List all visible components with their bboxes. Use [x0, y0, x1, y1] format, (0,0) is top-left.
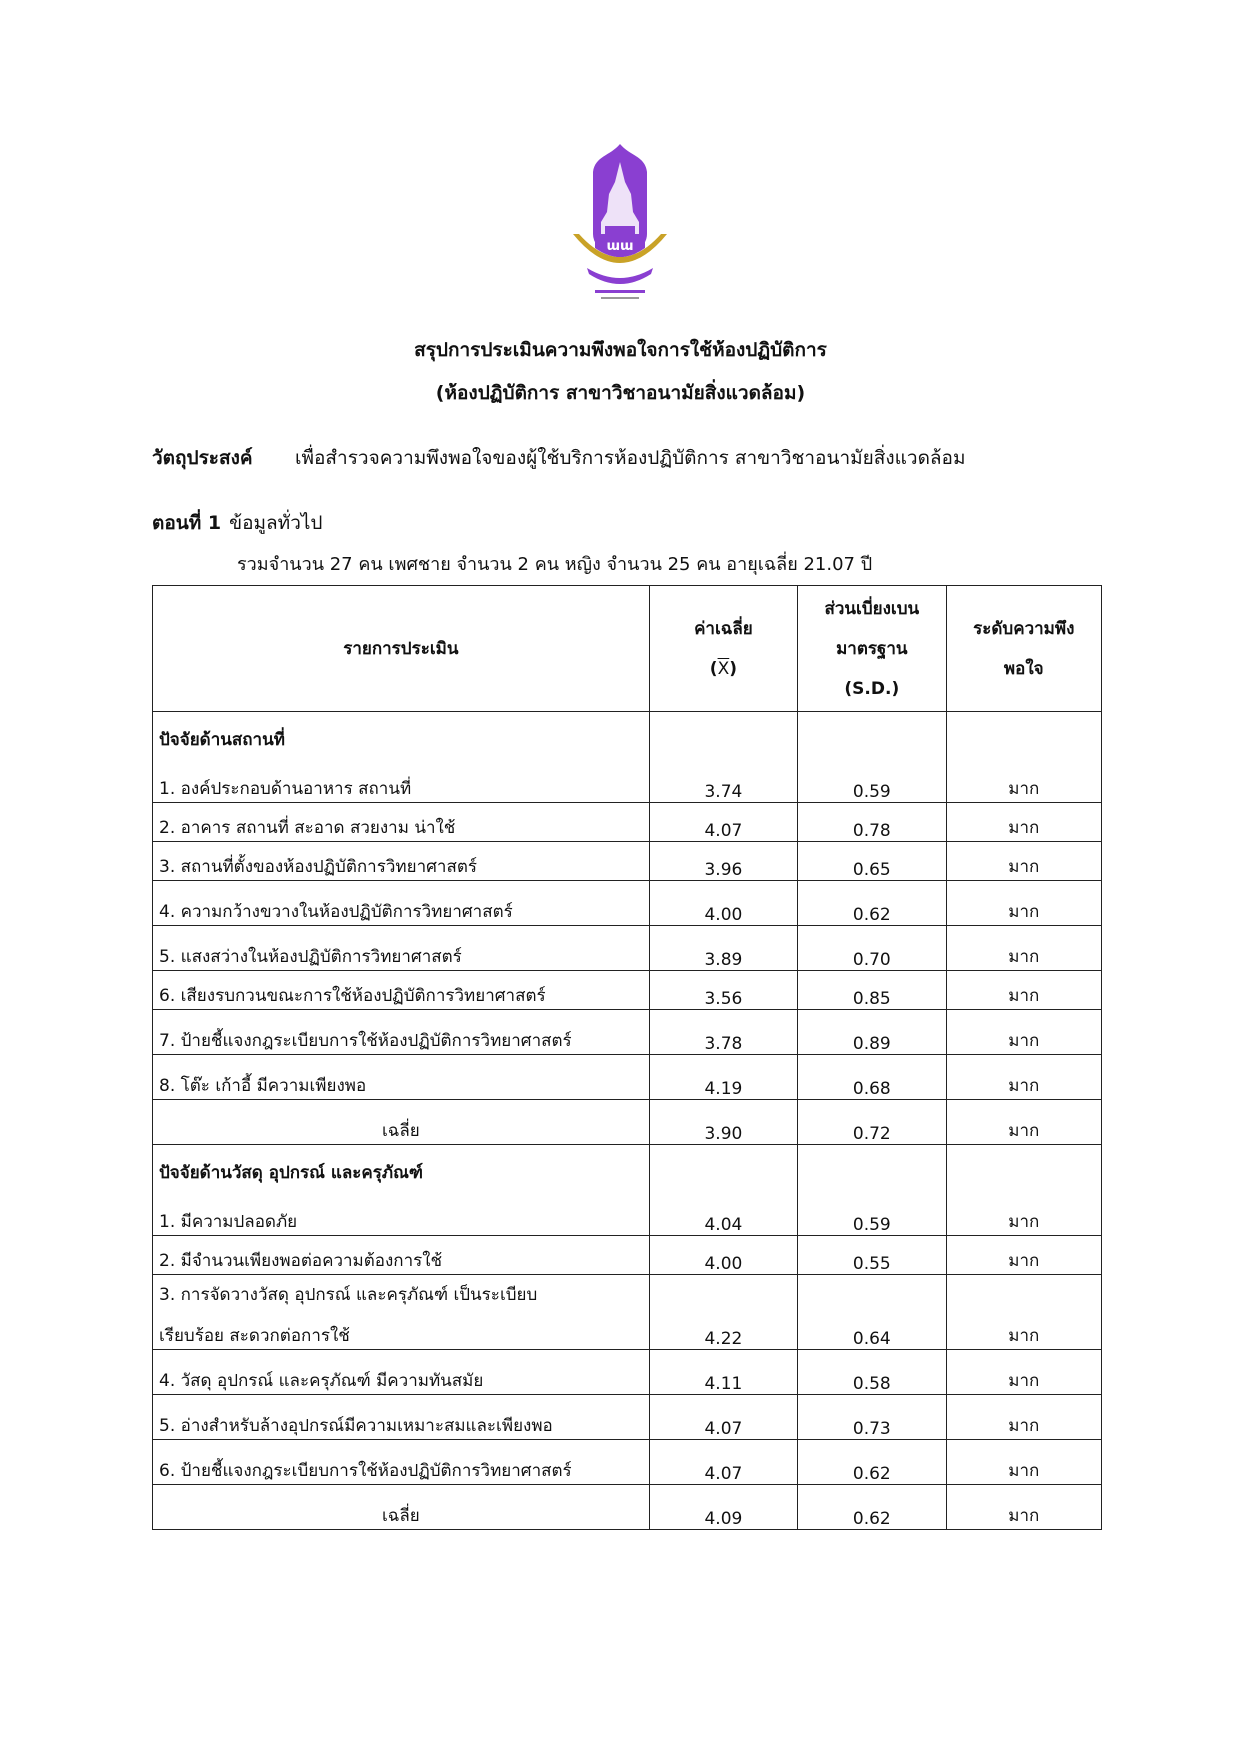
- row-mean: 4.04: [649, 1145, 797, 1236]
- row-level: มาก: [946, 1395, 1101, 1440]
- row-item: 6. ป้ายชี้แจงกฎระเบียบการใช้ห้องปฏิบัติการวิทยาศาสตร์: [153, 1440, 650, 1485]
- header-sd-line2: มาตรฐาน: [836, 638, 908, 659]
- row-level: มาก: [946, 881, 1101, 926]
- row-item-line2: เรียบร้อย สะดวกต่อการใช้: [159, 1326, 350, 1346]
- university-logo: [565, 142, 675, 312]
- row-item-line1: 3. การจัดวางวัสดุ อุปกรณ์ และครุภัณฑ์ เป็นระเบียบ: [159, 1285, 538, 1305]
- row-mean: 3.90: [649, 1100, 797, 1145]
- row-mean: 4.07: [649, 1440, 797, 1485]
- row-level: มาก: [946, 803, 1101, 842]
- row-mean: 3.56: [649, 971, 797, 1010]
- table-row: [153, 803, 1102, 842]
- row-item: 3. สถานที่ตั้งของห้องปฏิบัติการวิทยาศาสตร์: [153, 842, 650, 881]
- row-item: 2. อาคาร สถานที่ สะอาด สวยงาม น่าใช้: [153, 803, 650, 842]
- row-mean: 3.96: [649, 842, 797, 881]
- row-item: [153, 1275, 650, 1350]
- row-mean: 4.09: [649, 1485, 797, 1530]
- row-level: มาก: [946, 1100, 1101, 1145]
- row-level: มาก: [946, 842, 1101, 881]
- evaluation-table: [152, 585, 1102, 1530]
- section-title: ปัจจัยด้านวัสดุ อุปกรณ์ และครุภัณฑ์: [159, 1163, 423, 1183]
- row-sd: 0.78: [798, 803, 946, 842]
- table-row: [153, 971, 1102, 1010]
- row-level: มาก: [946, 926, 1101, 971]
- row-item: เฉลี่ย: [153, 1485, 650, 1530]
- table-row: [153, 842, 1102, 881]
- header-sd: [798, 586, 946, 712]
- row-mean: 4.07: [649, 803, 797, 842]
- row-mean: 4.07: [649, 1395, 797, 1440]
- row-item: 2. มีจำนวนเพียงพอต่อความต้องการใช้: [153, 1236, 650, 1275]
- part-text: ข้อมูลทั่วไป: [229, 512, 323, 534]
- row-level: มาก: [946, 1350, 1101, 1395]
- row-item: เฉลี่ย: [153, 1100, 650, 1145]
- row-level: มาก: [946, 1010, 1101, 1055]
- header-level-line1: ระดับความพึง: [973, 618, 1075, 639]
- row-level: มาก: [946, 1275, 1101, 1350]
- part-label: ตอนที่ 1: [152, 512, 222, 534]
- table-row: [153, 1236, 1102, 1275]
- row-mean: 3.89: [649, 926, 797, 971]
- table-row-average: [153, 1100, 1102, 1145]
- row-sd: 0.58: [798, 1350, 946, 1395]
- page-title: สรุปการประเมินความพึงพอใจการใช้ห้องปฏิบัติการ: [414, 339, 827, 361]
- row-level: มาก: [946, 712, 1101, 803]
- respondent-summary: รวมจำนวน 27 คน เพศชาย จำนวน 2 คน หญิง จำนวน 25 คน อายุเฉลี่ย 21.07 ปี: [237, 554, 873, 575]
- table-row: [153, 881, 1102, 926]
- row-sd: 0.85: [798, 971, 946, 1010]
- row-item: 6. เสียงรบกวนขณะการใช้ห้องปฏิบัติการวิทยาศาสตร์: [153, 971, 650, 1010]
- header-level: [946, 586, 1101, 712]
- row-item: [153, 1145, 650, 1236]
- objective-text: เพื่อสำรวจความพึงพอใจของผู้ใช้บริการห้องปฏิบัติการ สาขาวิชาอนามัยสิ่งแวดล้อม: [295, 447, 966, 469]
- row-sd: 0.73: [798, 1395, 946, 1440]
- row-sd: 0.72: [798, 1100, 946, 1145]
- row-level: มาก: [946, 1145, 1101, 1236]
- table-row: [153, 1010, 1102, 1055]
- row-mean: 3.78: [649, 1010, 797, 1055]
- row-level: มาก: [946, 971, 1101, 1010]
- row-sd: 0.65: [798, 842, 946, 881]
- table-row: [153, 1275, 1102, 1350]
- header-sd-line1: ส่วนเบี่ยงเบน: [824, 598, 920, 619]
- row-mean: 4.00: [649, 1236, 797, 1275]
- row-item: 5. แสงสว่างในห้องปฏิบัติการวิทยาศาสตร์: [153, 926, 650, 971]
- page-subtitle: (ห้องปฏิบัติการ สาขาวิชาอนามัยสิ่งแวดล้อม): [435, 382, 806, 404]
- row-sd: 0.68: [798, 1055, 946, 1100]
- row-sd: 0.70: [798, 926, 946, 971]
- section-title: ปัจจัยด้านสถานที่: [159, 730, 285, 750]
- header-item: รายการประเมิน: [153, 586, 650, 712]
- row-item: 4. วัสดุ อุปกรณ์ และครุภัณฑ์ มีความทันสมัย: [153, 1350, 650, 1395]
- table-row-average: [153, 1485, 1102, 1530]
- header-mean-symbol: $\overline{X}$: [717, 658, 730, 679]
- row-sd: 0.64: [798, 1275, 946, 1350]
- row-sd: 0.62: [798, 1440, 946, 1485]
- row-mean: 4.22: [649, 1275, 797, 1350]
- row-mean: 3.74: [649, 712, 797, 803]
- row-item-text: 1. องค์ประกอบด้านอาหาร สถานที่: [159, 779, 412, 799]
- header-mean-label: ค่าเฉลี่ย: [694, 618, 753, 639]
- row-level: มาก: [946, 1236, 1101, 1275]
- header-level-line2: พอใจ: [1003, 658, 1044, 679]
- header-mean: ค่าเฉลี่ย $(\overline{X})$: [649, 586, 797, 712]
- objective: [152, 443, 965, 473]
- row-sd: 0.59: [798, 712, 946, 803]
- row-item-text: 1. มีความปลอดภัย: [159, 1212, 298, 1232]
- table-row: [153, 926, 1102, 971]
- row-mean: 4.00: [649, 881, 797, 926]
- row-item: 7. ป้ายชี้แจงกฎระเบียบการใช้ห้องปฏิบัติการวิทยาศาสตร์: [153, 1010, 650, 1055]
- table-row: [153, 1145, 1102, 1236]
- table-row: [153, 712, 1102, 803]
- row-mean: 4.19: [649, 1055, 797, 1100]
- row-sd: 0.59: [798, 1145, 946, 1236]
- header-sd-line3: (S.D.): [844, 678, 900, 699]
- row-sd: 0.62: [798, 1485, 946, 1530]
- row-item: [153, 712, 650, 803]
- table-header-row: [153, 586, 1102, 712]
- table-row: [153, 1350, 1102, 1395]
- row-sd: 0.62: [798, 881, 946, 926]
- row-sd: 0.89: [798, 1010, 946, 1055]
- part-heading: [152, 508, 323, 538]
- row-item: 5. อ่างสำหรับล้างอุปกรณ์มีความเหมาะสมและเพียงพอ: [153, 1395, 650, 1440]
- svg-text:ɯɯ: ɯɯ: [606, 239, 634, 254]
- row-sd: 0.55: [798, 1236, 946, 1275]
- objective-label: วัตถุประสงค์: [152, 447, 253, 469]
- table-row: [153, 1395, 1102, 1440]
- row-level: มาก: [946, 1055, 1101, 1100]
- row-level: มาก: [946, 1440, 1101, 1485]
- table-row: [153, 1055, 1102, 1100]
- row-item: 4. ความกว้างขวางในห้องปฏิบัติการวิทยาศาสตร์: [153, 881, 650, 926]
- row-item: 8. โต๊ะ เก้าอี้ มีความเพียงพอ: [153, 1055, 650, 1100]
- table-row: [153, 1440, 1102, 1485]
- row-mean: 4.11: [649, 1350, 797, 1395]
- row-level: มาก: [946, 1485, 1101, 1530]
